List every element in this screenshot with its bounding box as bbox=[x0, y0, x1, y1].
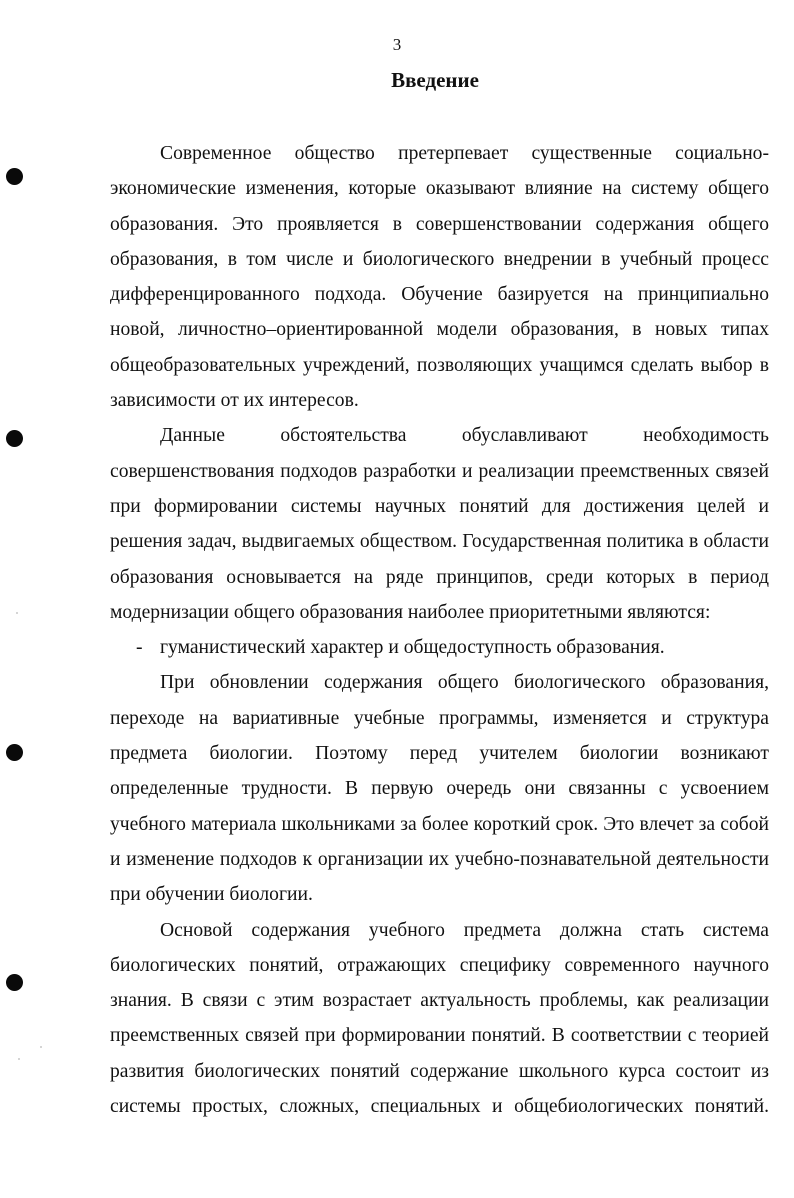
binder-hole-1 bbox=[6, 168, 23, 185]
page-title: Введение bbox=[391, 68, 479, 92]
scan-speck bbox=[16, 612, 18, 614]
scan-speck bbox=[18, 1058, 20, 1060]
binder-hole-2 bbox=[6, 430, 23, 447]
paragraph-3: При обновлении содержания общего биологического образования, переходе на вариативные учебные программы, изменяется и структура предмета биологии. Поэтому перед учителем биологии возникают определенные трудности. В первую очередь они связанны с усвоением учебного материала школьниками за более короткий срок. Это влечет за собой и изменение подходов к организации их учебно-познавательной деятельности при обучении биологии. bbox=[110, 672, 769, 906]
binder-hole-4 bbox=[6, 974, 23, 991]
bullet-item bbox=[110, 630, 769, 665]
paragraph-2: Данные обстоятельства обуславливают необходимость совершенствования подходов разработки и реализации преемственных связей при формировании системы научных понятий для достижения целей и решения задач, выдвигаемых обществом. Государственная политика в области образования основывается на ряде принципов, среди которых в период модернизации общего образования наиболее приоритетными являются: bbox=[110, 425, 769, 623]
scan-speck bbox=[40, 1046, 42, 1048]
paragraph-4: Основой содержания учебного предмета должна стать система биологических понятий, отражающих специфику современного научного знания. В связи с этим возрастает актуальность проблемы, как реализации преемственных связей при формировании понятий. В соответствии с теорией развития биологических понятий содержание школьного курса состоит из системы простых, сложных, специальных и общебиологических понятий. bbox=[110, 919, 769, 1118]
document-body bbox=[110, 136, 769, 1124]
paragraph-1: Современное общество претерпевает существенные социально-экономические изменения, которые оказывают влияние на систему общего образования. Это проявляется в совершенствовании содержания общего образования, в том числе и биологического внедрении в учебный процесс дифференцированного подхода. Обучение базируется на принципиально новой, личностно–ориентированной модели образования, в новых типах общеобразовательных учреждений, позволяющих учащимся сделать выбор в зависимости от их интересов. bbox=[110, 143, 769, 412]
bullet-text: гуманистический характер и общедоступность образования. bbox=[160, 637, 665, 659]
binder-hole-3 bbox=[6, 744, 23, 761]
page-number: 3 bbox=[392, 35, 402, 54]
bullet-dash-marker: - bbox=[136, 637, 143, 659]
